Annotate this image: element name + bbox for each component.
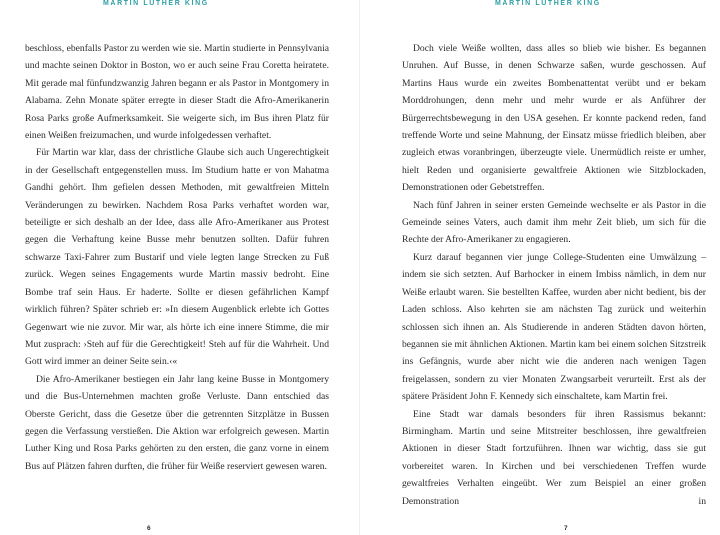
paragraph: Eine Stadt war damals besonders für ihren Rassismus bekannt: Birmingham. Martin und seine Mitstreiter beschlossen, ihre gewaltfreien Aktionen in dieser Stadt fortzuführen. Ihnen war wichtig, dass sie gut vorbereitet waren. In Kirchen und bei verschiedenen Treffen wurde gewaltfreies Verhalten eingeübt. Wer zum Beispiel an einer großen Demonstration in [402, 408, 706, 507]
paragraph: Doch viele Weiße wollten, dass alles so blieb wie bisher. Es begannen Unruhen. Auf Busse, in denen Schwarze saßen, wurde geschossen. Auf Martins Haus wurde ein zweites Bombenattentat verübt und er bekam Morddrohungen, denn mehr und mehr wurde er als Anführer der Bürgerrechtsbewegung in den USA gesehen. Er konnte packend reden, fand treffende Worte und seine Mahnung, der Einsatz müsse friedlich bleiben, aber zugleich etwas voranbringen, überzeugte viele. Unermüdlich reiste er umher, hielt Reden und organisierte gewaltfreie Aktionen wie Sitzblockaden, Demonstrationen oder Gebetstreffen. [402, 43, 706, 194]
running-head-left: MARTIN LUTHER KING [103, 0, 209, 7]
left-page-body [25, 40, 329, 475]
right-page [360, 0, 720, 535]
paragraph: beschloss, ebenfalls Pastor zu werden wie sie. Martin studierte in Pennsylvania und machte seinen Doktor in Boston, wo er auch seine Frau Coretta heiratete. Mit gerade mal fünfundzwanzig Jahren begann er als Pastor in Montgomery in Alabama. Zehn Monate später erregte in dieser Stadt die Afro-Amerikanerin Rosa Parks große Aufmerksamkeit. Sie weigerte sich, im Bus ihren Platz für einen Weißen freizumachen, und wurde infolgedessen verhaftet. [25, 43, 329, 142]
page-number-left: 6 [147, 525, 151, 532]
paragraph: Kurz darauf begannen vier junge College-Studenten eine Umwälzung – indem sie sich setzten. Auf Barhocker in einem Imbiss nämlich, in dem nur Weiße erlaubt waren. Sie bestellten Kaffee, wurden aber nicht bedient, bis der Laden schloss. Also kehrten sie am nächsten Tag zurück und weiterhin schlossen sich ihnen an. Als Studierende in anderen Städten davon hörten, begannen sie mit ähnlichen Aktionen. Martin kam bei einem solchen Sitzstreik ins Gefängnis, wurde aber nicht wie die anderen nach wenigen Tagen freigelassen, sondern zu vier Monaten Zwangsarbeit verurteilt. Erst als der spätere Präsident John F. Kennedy sich einschaltete, kam Martin frei. [402, 251, 706, 403]
page-number-right: 7 [564, 525, 568, 532]
right-page-body [402, 40, 706, 510]
running-head-right: MARTIN LUTHER KING [495, 0, 601, 7]
paragraph: Für Martin war klar, dass der christliche Glaube sich auch Ungerechtigkeit in der Gesellschaft entgegenstellen muss. Im Studium hatte er von Mahatma Gandhi gehört. Ihm gefielen dessen Methoden, mit gewaltfreien Mitteln Veränderungen zu bewirken. Nachdem Rosa Parks verhaftet worden war, beteiligte er sich deshalb an der Idee, dass alle Afro-Amerikaner aus Protest gegen die Verhaftung keine Busse mehr benutzen sollten. Dafür fuhren schwarze Taxi-Fahrer zum Bustarif und viele legten lange Strecken zu Fuß zurück. Wegen seines Engagements wurde Martin massiv bedroht. Eine Bombe traf sein Haus. Er haderte. Sollte er diesen gefährlichen Kampf wirklich führen? Später schrieb er: »In diesem Augenblick erlebte ich Gottes Gegenwart wie nie zuvor. Mir war, als hörte ich eine innere Stimme, die mir Mut zusprach: ›Steh auf für die Gerechtigkeit! Steh auf für die Wahrheit. Und Gott wird immer an deiner Seite sein.‹« [25, 147, 329, 368]
paragraph: Die Afro-Amerikaner bestiegen ein Jahr lang keine Busse in Montgomery und die Bus-Unternehmen machten große Verluste. Dann entschied das Oberste Gericht, dass die Gesetze über die getrennten Sitzplätze in Bussen gegen die Verfassung verstießen. Die Aktion war erfolgreich gewesen. Martin Luther King und Rosa Parks gehörten zu den ersten, die ganz vorne in einem Bus auf Plätzen fahren durften, die früher für Weiße reserviert gewesen waren. [25, 373, 329, 472]
paragraph: Nach fünf Jahren in seiner ersten Gemeinde wechselte er als Pastor in die Gemeinde seines Vaters, auch damit ihm mehr Zeit blieb, um sich für die Rechte der Afro-Amerikaner zu engagieren. [402, 199, 706, 246]
